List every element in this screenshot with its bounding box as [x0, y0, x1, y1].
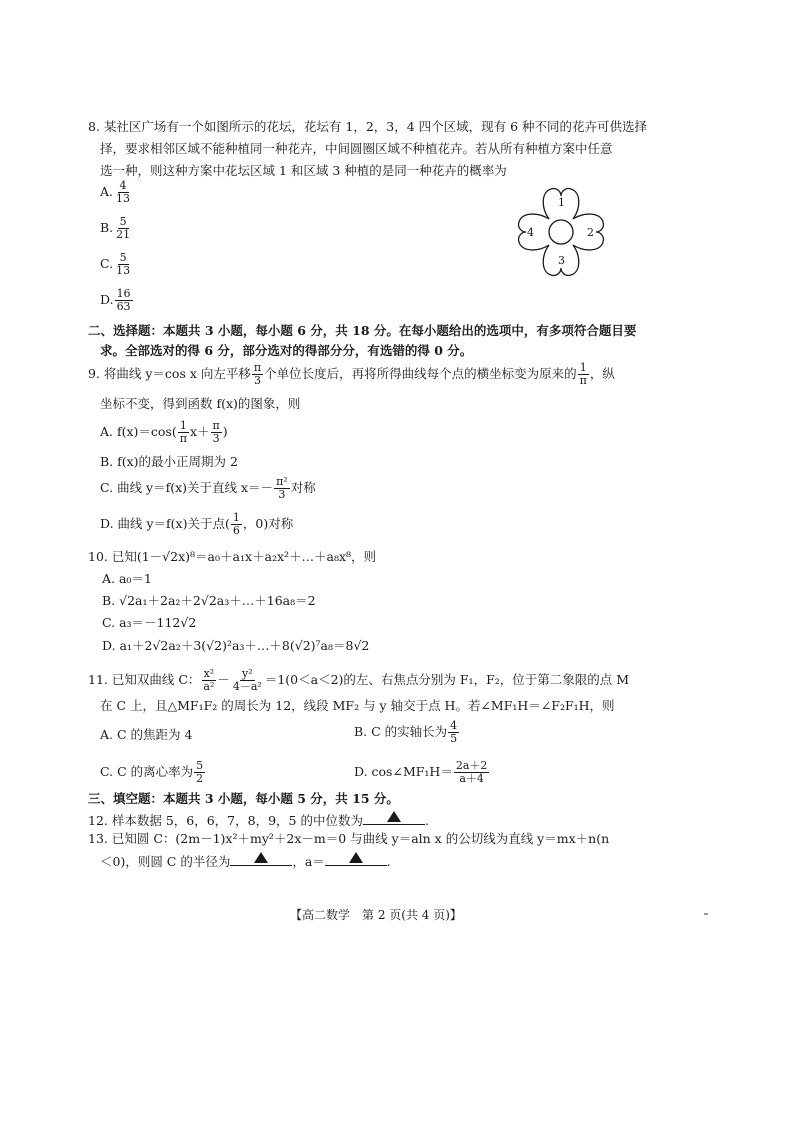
q12-stem: 12. 样本数据 5，6，6，7，8，9，5 的中位数为 .	[88, 810, 429, 829]
q11-line1: 11. 已知双曲线 C： $\frac{\text{x²}}{\text{a²}}$ － $\frac{\text{y²}}{\text{4－a²}}$ ＝1(0＜a＜2)的左、右焦点分别为 F₁，F₂，位于第二象限的点 M	[88, 667, 630, 693]
label-2: 2	[587, 226, 594, 239]
section3-title: 三、填空题：本题共 3 小题，每小题 5 分，共 15 分。	[88, 791, 399, 806]
label-3: 3	[558, 254, 565, 267]
q9-option-a: A. f(x)＝cos( $\frac{1}{\pi}$ x＋ $\frac{\pi}{3}$ )	[100, 419, 228, 445]
q10-option-b: B. √2a₁＋2a₂＋2√2a₃＋…＋16a₈＝2	[102, 593, 316, 608]
q11-option-d: D. cos∠MF₁H＝ $\frac{2a+2}{a+4}$	[354, 759, 488, 785]
q10-option-c: C. a₃＝－112√2	[102, 615, 197, 630]
q9-option-b: B. f(x)的最小正周期为 2	[100, 454, 238, 469]
triangle-icon	[254, 852, 268, 863]
q10-stem: 10. 已知(1－√2x)⁸＝a₀＋a₁x＋a₂x²＋…＋a₈x⁸，则	[88, 549, 377, 564]
q9-line2: 坐标不变，得到函数 f(x)的图象，则	[100, 396, 301, 411]
q8-line3: 选一种，则这种方案中花坛区域 1 和区域 3 种植的是同一种花卉的概率为	[100, 163, 507, 178]
q11-line2: 在 C 上，且△MF₁F₂ 的周长为 12，线段 MF₂ 与 y 轴交于点 H。若∠MF₁H＝∠F₂F₁H，则	[100, 698, 615, 713]
q13-radius-blank[interactable]	[230, 851, 292, 866]
q13-a-blank[interactable]	[325, 851, 387, 866]
q11-option-c: C. C 的离心率为 $\frac{5}{2}$	[100, 759, 204, 785]
flower-garden-figure	[505, 184, 617, 286]
q10-option-d: D. a₁＋2√2a₂＋3(√2)²a₃＋…＋8(√2)⁷a₈＝8√2	[102, 638, 370, 653]
q8-option-d: D. $\frac{16}{63}$	[100, 287, 131, 313]
center-circle	[549, 220, 573, 244]
label-1: 1	[558, 196, 565, 209]
section2-line2: 求。全部选对的得 6 分，部分选对的得部分分，有选错的得 0 分。	[100, 343, 473, 358]
page-footer: 【高二数学 第 2 页(共 4 页)】	[290, 908, 462, 922]
section2-line1: 二、选择题：本题共 3 小题，每小题 6 分，共 18 分。在每小题给出的选项中，有多项符合题目要	[88, 323, 637, 338]
scan-speck	[704, 913, 708, 915]
triangle-icon	[349, 852, 363, 863]
q13-line1: 13. 已知圆 C：(2m－1)x²＋my²＋2x－m＝0 与曲线 y＝aln x 的公切线为直线 y＝mx＋n(n	[88, 831, 610, 846]
q8-line2: 择，要求相邻区域不能种植同一种花卉，中间圆圈区域不种植花卉。若从所有种植方案中任意	[100, 141, 613, 156]
q10-option-a: A. a₀＝1	[102, 571, 152, 586]
q12-answer-blank[interactable]	[363, 810, 425, 825]
triangle-icon	[387, 811, 401, 822]
q8-line1: 8. 某社区广场有一个如图所示的花坛，花坛有 1，2，3，4 四个区域，现有 6 种不同的花卉可供选择	[88, 119, 648, 134]
q8-option-a: A. $\frac{4}{13}$	[100, 179, 131, 205]
q9-line1: 9. 将曲线 y＝cos x 向左平移 $\frac{\pi}{3}$ 个单位长度后，再将所得曲线每个点的横坐标变为原来的 $\frac{1}{\pi}$ ，纵	[88, 361, 615, 387]
label-4: 4	[527, 226, 534, 239]
q11-option-a: A. C 的焦距为 4	[100, 727, 193, 742]
q8-option-b: B. $\frac{5}{21}$	[100, 215, 131, 241]
q11-option-b: B. C 的实轴长为 $\frac{4}{5}$	[354, 719, 458, 745]
q13-line2: ＜0)，则圆 C 的半径为 ，a＝ .	[100, 851, 391, 870]
q8-option-c: C. $\frac{5}{13}$	[100, 251, 131, 277]
q9-option-c: C. 曲线 y＝f(x)关于直线 x＝－ $\frac{\text{π²}}{3}$ 对称	[100, 475, 316, 501]
q9-option-d: D. 曲线 y＝f(x)关于点( $\frac{1}{6}$ ，0)对称	[100, 511, 294, 537]
